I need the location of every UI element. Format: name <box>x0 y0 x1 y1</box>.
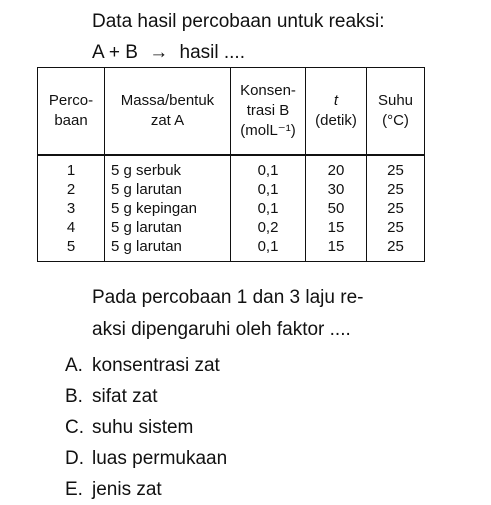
table-cell: 1 <box>66 162 76 179</box>
header-konsentrasi: Konsen- trasi B (molL⁻¹) <box>231 68 306 156</box>
column-suhu <box>367 155 425 262</box>
option-text: jenis zat <box>92 479 162 500</box>
table-cell: 20 <box>327 162 345 179</box>
header-percobaan: Perco- baan <box>38 68 105 156</box>
table-cell: 0,1 <box>257 181 279 198</box>
table-cell: 15 <box>327 219 345 236</box>
option-letter: A. <box>65 355 83 376</box>
option-text: suhu sistem <box>92 417 194 438</box>
table-cell: 4 <box>66 219 76 236</box>
problem-intro <box>92 6 385 68</box>
option-a[interactable] <box>65 350 227 381</box>
header-suhu: Suhu (°C) <box>367 68 425 156</box>
table-cell: 25 <box>387 162 404 179</box>
table-cell: 3 <box>66 200 76 217</box>
option-e[interactable] <box>65 474 227 505</box>
table-cell: 5 g larutan <box>111 238 182 255</box>
table-cell: 5 g larutan <box>111 181 182 198</box>
table-body-row <box>38 155 425 262</box>
table-cell: 2 <box>66 181 76 198</box>
table-cell: 15 <box>327 238 345 255</box>
table-cell: 5 g serbuk <box>111 162 182 179</box>
column-waktu <box>306 155 367 262</box>
answer-options <box>65 350 227 505</box>
header-massa-bentuk: Massa/bentuk zat A <box>105 68 231 156</box>
table-cell: 25 <box>387 181 404 198</box>
option-c[interactable] <box>65 412 227 443</box>
table-cell: 0,2 <box>257 219 279 236</box>
table-cell: 25 <box>387 200 404 217</box>
experiment-table <box>37 67 425 262</box>
option-letter: E. <box>65 479 83 500</box>
question-line: Pada percobaan 1 dan 3 laju re- <box>92 287 364 308</box>
column-konsentrasi <box>231 155 306 262</box>
table-cell: 0,1 <box>257 162 279 179</box>
reaction-equation <box>92 37 385 68</box>
column-percobaan <box>38 155 105 262</box>
question-line: aksi dipengaruhi oleh faktor .... <box>92 319 351 340</box>
question-text <box>92 282 482 346</box>
option-b[interactable] <box>65 381 227 412</box>
header-waktu: t (detik) <box>306 68 367 156</box>
option-letter: C. <box>65 417 84 438</box>
option-text: konsentrasi zat <box>92 355 220 376</box>
table-cell: 0,1 <box>257 238 279 255</box>
column-massa-bentuk <box>105 155 231 262</box>
table-cell: 5 g kepingan <box>111 200 197 217</box>
reaction-arrow-icon: → <box>149 42 169 63</box>
table-cell: 30 <box>327 181 345 198</box>
reaction-reactants: A + B <box>92 42 138 63</box>
table-header-row <box>38 68 425 156</box>
table-cell: 5 <box>66 238 76 255</box>
option-letter: B. <box>65 386 83 407</box>
option-letter: D. <box>65 448 84 469</box>
option-text: sifat zat <box>92 386 158 407</box>
option-text: luas permukaan <box>92 448 228 469</box>
reaction-products: hasil .... <box>179 42 245 63</box>
option-d[interactable] <box>65 443 227 474</box>
table-cell: 0,1 <box>257 200 279 217</box>
table-cell: 25 <box>387 238 404 255</box>
table-cell: 25 <box>387 219 404 236</box>
table-cell: 50 <box>327 200 345 217</box>
table-cell: 5 g larutan <box>111 219 182 236</box>
intro-text: Data hasil percobaan untuk reaksi: <box>92 11 385 32</box>
